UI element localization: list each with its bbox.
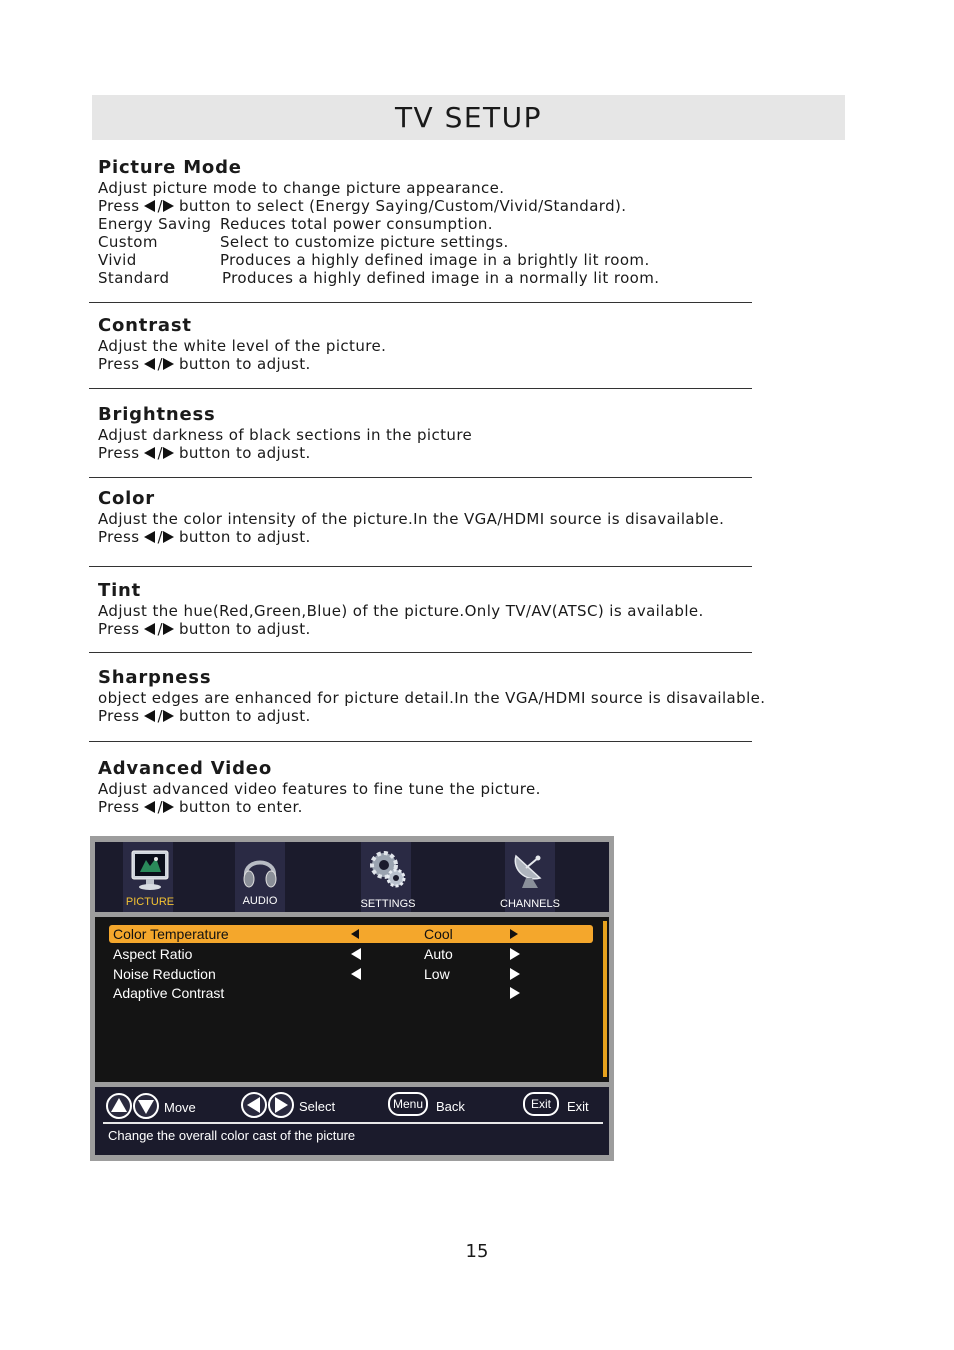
divider (89, 302, 752, 303)
press-instruction (98, 444, 778, 462)
menu-item-adaptive-contrast[interactable] (109, 984, 593, 1002)
right-arrow-icon (163, 358, 174, 370)
menu-item-value: Cool (424, 926, 453, 942)
right-arrow-icon[interactable] (510, 968, 520, 980)
slash: / (157, 528, 163, 546)
section-advanced-video (98, 758, 778, 816)
press-word: Press (98, 528, 140, 546)
instruction-text: button to adjust. (178, 620, 311, 638)
press-word: Press (98, 197, 140, 215)
title-bar (92, 95, 845, 140)
mode-term: Energy Saving (98, 215, 212, 233)
left-arrow-icon (144, 447, 155, 459)
menu-item-noise-reduction[interactable] (109, 965, 593, 983)
hint-exit: Exit (567, 1099, 589, 1114)
section-heading: Advanced Video (98, 758, 272, 779)
menu-key-icon: Menu (388, 1092, 428, 1116)
left-arrow-icon (144, 200, 155, 212)
section-tint (98, 580, 778, 638)
section-heading: Contrast (98, 315, 192, 336)
left-arrow-icon (144, 358, 155, 370)
section-color (98, 488, 778, 546)
press-instruction (98, 528, 778, 546)
tab-label: CHANNELS (500, 898, 560, 910)
section-contrast (98, 315, 778, 373)
slash: / (157, 798, 163, 816)
right-arrow-icon (163, 710, 174, 722)
menu-item-value: Auto (424, 946, 453, 962)
mode-row (98, 269, 778, 287)
help-text: Change the overall color cast of the picture (108, 1128, 356, 1143)
right-arrow-icon[interactable] (510, 929, 518, 939)
slash: / (157, 197, 163, 215)
left-arrow-icon[interactable] (351, 929, 359, 939)
divider (89, 477, 752, 478)
section-description: object edges are enhanced for picture detail.In the VGA/HDMI source is disavailable. (98, 689, 766, 707)
divider (89, 566, 752, 567)
section-heading: Brightness (98, 404, 216, 425)
instruction-text: button to adjust. (178, 355, 311, 373)
mode-desc: Reduces total power consumption. (220, 215, 493, 233)
right-button-icon (268, 1092, 294, 1118)
slash: / (157, 444, 163, 462)
mode-term: Custom (98, 233, 158, 251)
right-arrow-icon (163, 531, 174, 543)
left-arrow-icon (144, 623, 155, 635)
mode-term: Standard (98, 269, 170, 287)
section-description: Adjust darkness of black sections in the picture (98, 426, 473, 444)
right-arrow-icon (163, 447, 174, 459)
mode-row (98, 251, 778, 269)
menu-item-color-temperature[interactable] (109, 925, 593, 943)
right-arrow-icon (163, 200, 174, 212)
instruction-text: button to adjust. (178, 707, 311, 725)
monitor-icon (128, 848, 172, 892)
hint-move: Move (164, 1100, 196, 1115)
menu-item-name: Aspect Ratio (113, 946, 193, 962)
left-arrow-icon[interactable] (351, 968, 361, 980)
right-arrow-icon (163, 623, 174, 635)
menu-item-name: Noise Reduction (113, 966, 216, 982)
menu-item-aspect-ratio[interactable] (109, 945, 593, 963)
page-title: TV SETUP (394, 101, 543, 134)
section-heading: Tint (98, 580, 142, 601)
hint-divider (103, 1122, 603, 1124)
tv-menu-screenshot (90, 836, 614, 1161)
menu-item-name: Color Temperature (113, 926, 229, 942)
mode-row (98, 215, 778, 233)
mode-term: Vivid (98, 251, 137, 269)
instruction-text: button to adjust. (178, 444, 311, 462)
divider (89, 741, 752, 742)
press-instruction (98, 707, 778, 725)
instruction-text: button to adjust. (178, 528, 311, 546)
section-heading: Color (98, 488, 155, 509)
press-word: Press (98, 798, 140, 816)
menu-item-name: Adaptive Contrast (113, 985, 225, 1001)
left-arrow-icon (144, 801, 155, 813)
right-arrow-icon[interactable] (510, 987, 520, 999)
tab-audio[interactable] (205, 842, 315, 912)
section-picture-mode (98, 157, 778, 287)
instruction-text: button to enter. (178, 798, 303, 816)
mode-desc: Produces a highly defined image in a normally lit room. (222, 269, 660, 287)
section-description: Adjust advanced video features to fine tune the picture. (98, 780, 541, 798)
mode-desc: Produces a highly defined image in a brightly lit room. (220, 251, 650, 269)
section-heading: Picture Mode (98, 157, 242, 178)
press-word: Press (98, 707, 140, 725)
menu-item-list (95, 917, 609, 1082)
section-description: Adjust the hue(Red,Green,Blue) of the picture.Only TV/AV(ATSC) is available. (98, 602, 704, 620)
page-number: 15 (465, 1241, 489, 1262)
hint-back: Back (436, 1099, 465, 1114)
slash: / (157, 707, 163, 725)
press-instruction (98, 197, 778, 215)
right-arrow-icon[interactable] (510, 948, 520, 960)
slash: / (157, 620, 163, 638)
press-instruction (98, 620, 778, 638)
down-button-icon (133, 1093, 159, 1119)
right-arrow-icon (163, 801, 174, 813)
divider (89, 388, 752, 389)
instruction-text: button to select (Energy Saying/Custom/Vivid/Standard). (178, 197, 627, 215)
divider (89, 652, 752, 653)
headphones-icon (238, 848, 282, 892)
scrollbar[interactable] (603, 921, 607, 1077)
left-button-icon (241, 1092, 267, 1118)
left-arrow-icon (144, 531, 155, 543)
left-arrow-icon[interactable] (351, 948, 361, 960)
mode-row (98, 233, 778, 251)
mode-desc: Select to customize picture settings. (220, 233, 509, 251)
hint-select: Select (299, 1099, 336, 1114)
section-description: Adjust the white level of the picture. (98, 337, 387, 355)
tab-label: AUDIO (242, 895, 278, 907)
exit-key-icon: Exit (523, 1092, 559, 1116)
press-word: Press (98, 355, 140, 373)
left-arrow-icon (144, 710, 155, 722)
press-instruction (98, 798, 778, 816)
menu-item-value: Low (424, 966, 450, 982)
section-brightness (98, 404, 778, 462)
menu-tab-bar (95, 842, 609, 912)
tab-channels[interactable] (475, 842, 585, 912)
section-description: Adjust the color intensity of the picture.In the VGA/HDMI source is disavailable. (98, 510, 725, 528)
up-button-icon (106, 1093, 132, 1119)
section-sharpness (98, 667, 778, 725)
tab-settings[interactable] (333, 842, 443, 912)
press-instruction (98, 355, 778, 373)
menu-hint-bar (95, 1087, 609, 1155)
slash: / (157, 355, 163, 373)
tab-picture[interactable] (95, 842, 205, 912)
satellite-dish-icon (508, 848, 552, 892)
press-word: Press (98, 620, 140, 638)
tab-label: SETTINGS (360, 898, 416, 910)
gear-icon (366, 848, 410, 892)
press-word: Press (98, 444, 140, 462)
tab-label: PICTURE (125, 896, 175, 908)
section-heading: Sharpness (98, 667, 212, 688)
section-description: Adjust picture mode to change picture appearance. (98, 179, 505, 197)
